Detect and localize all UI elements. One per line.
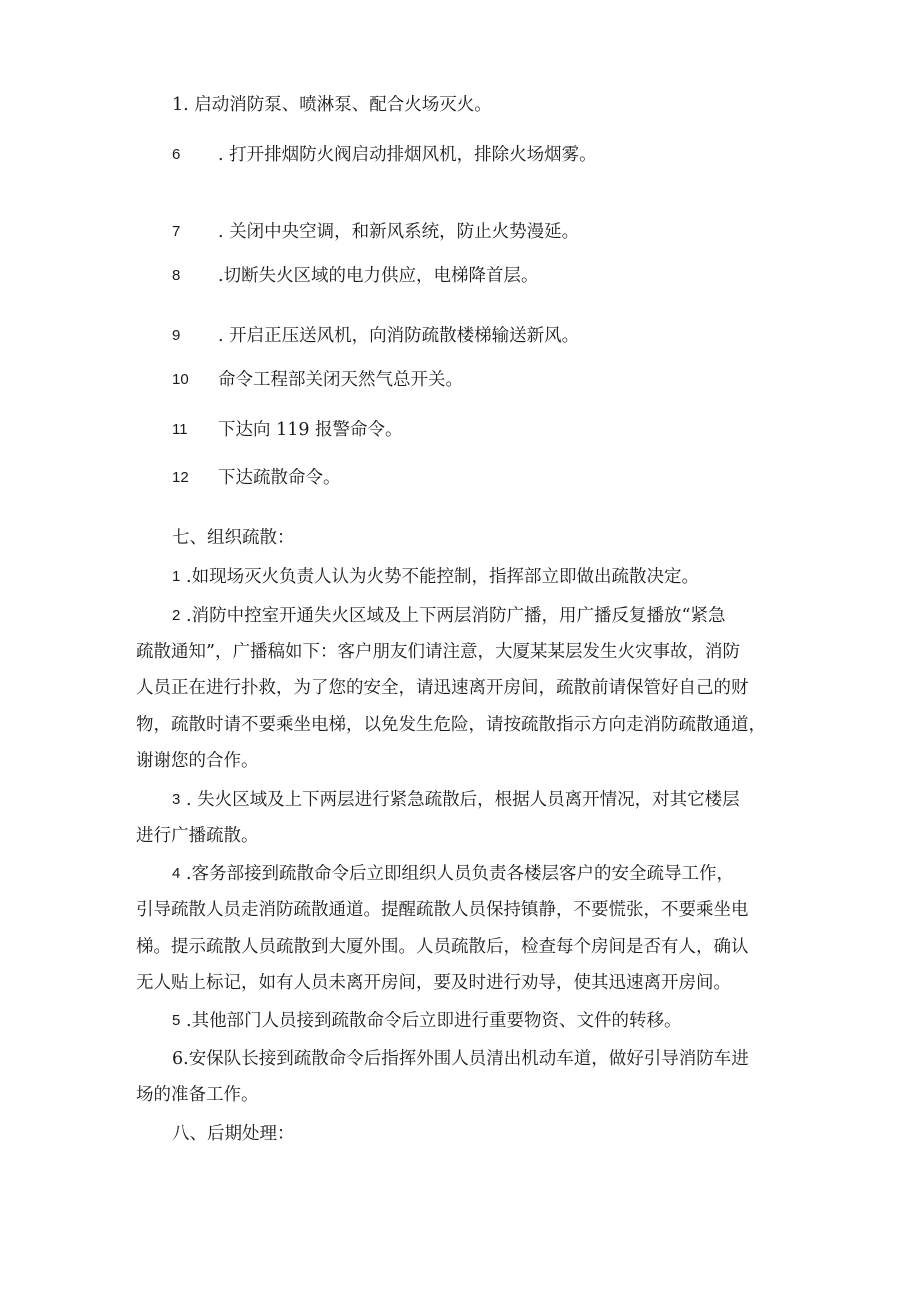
section-heading-aftermath: 八、后期处理： xyxy=(172,1124,295,1144)
section-heading-evacuation: 七、组织疏散： xyxy=(172,528,295,548)
list-item-number: 10 xyxy=(172,371,189,388)
evac-item-2-line: 谢谢您的合作。 xyxy=(136,751,259,771)
evac-item-4-line: 引导疏散人员走消防疏散通道。提醒疏散人员保持镇静，不要慌张，不要乘坐电 xyxy=(136,900,749,920)
evac-item-number: 1 xyxy=(172,568,181,585)
evac-item-4-line: 梯。提示疏散人员疏散到大厦外围。人员疏散后，检查每个房间是否有人，确认 xyxy=(136,937,749,957)
evac-item-number: 4 xyxy=(172,865,181,882)
evac-item-number: 5 xyxy=(172,1012,181,1029)
list-item-number: 12 xyxy=(172,469,189,486)
list-item-9: . 开启正压送风机，向消防疏散楼梯输送新风。 xyxy=(218,326,580,346)
list-item-7: . 关闭中央空调，和新风系统，防止火势漫延。 xyxy=(218,222,580,242)
evac-item-2-line: 物，疏散时请不要乘坐电梯，以免发生危险，请按疏散指示方向走消防疏散通道， xyxy=(136,715,766,735)
list-item-number: 6 xyxy=(172,146,181,163)
list-item-number: 11 xyxy=(172,421,188,438)
list-item-1: 1. 启动消防泵、喷淋泵、配合火场灭火。 xyxy=(172,95,492,115)
evac-item-number: 2 xyxy=(172,607,181,624)
evac-item-4-line: .客务部接到疏散命令后立即组织人员负责各楼层客户的安全疏导工作， xyxy=(186,864,735,884)
evac-item-6-line: 6.安保队长接到疏散命令后指挥外围人员清出机动车道，做好引导消防车进 xyxy=(172,1049,749,1069)
evac-item-3-line: 进行广播疏散。 xyxy=(136,826,259,846)
list-item-number: 9 xyxy=(172,327,181,344)
list-item-11: 下达向 119 报警命令。 xyxy=(218,420,403,440)
evac-item-2-line: 疏散通知”，广播稿如下：客户朋友们请注意，大厦某某层发生火灾事故，消防 xyxy=(136,642,740,662)
evac-item-4-line: 无人贴上标记，如有人员未离开房间，要及时进行劝导，使其迅速离开房间。 xyxy=(136,973,731,993)
evac-item-3-line: . 失火区域及上下两层进行紧急疏散后，根据人员离开情况，对其它楼层 xyxy=(186,790,740,810)
evac-item-number: 3 xyxy=(172,791,181,808)
list-item-8: .切断失火区域的电力供应，电梯降首层。 xyxy=(218,266,539,286)
evac-item-2-line: .消防中控室开通失火区域及上下两层消防广播，用广播反复播放“紧急 xyxy=(186,606,726,626)
list-item-6: . 打开排烟防火阀启动排烟风机，排除火场烟雾。 xyxy=(218,145,597,165)
evac-item-5-line: .其他部门人员接到疏散命令后立即进行重要物资、文件的转移。 xyxy=(186,1011,682,1031)
list-item-10: 命令工程部关闭天然气总开关。 xyxy=(218,370,463,390)
list-item-12: 下达疏散命令。 xyxy=(218,468,341,488)
list-item-number: 7 xyxy=(172,223,181,240)
evac-item-6-line: 场的准备工作。 xyxy=(136,1085,259,1105)
evac-item-1-line: .如现场灭火负责人认为火势不能控制，指挥部立即做出疏散决定。 xyxy=(186,567,700,587)
list-item-number: 8 xyxy=(172,267,181,284)
evac-item-2-line: 人员正在进行扑救，为了您的安全，请迅速离开房间，疏散前请保管好自己的财 xyxy=(136,678,749,698)
